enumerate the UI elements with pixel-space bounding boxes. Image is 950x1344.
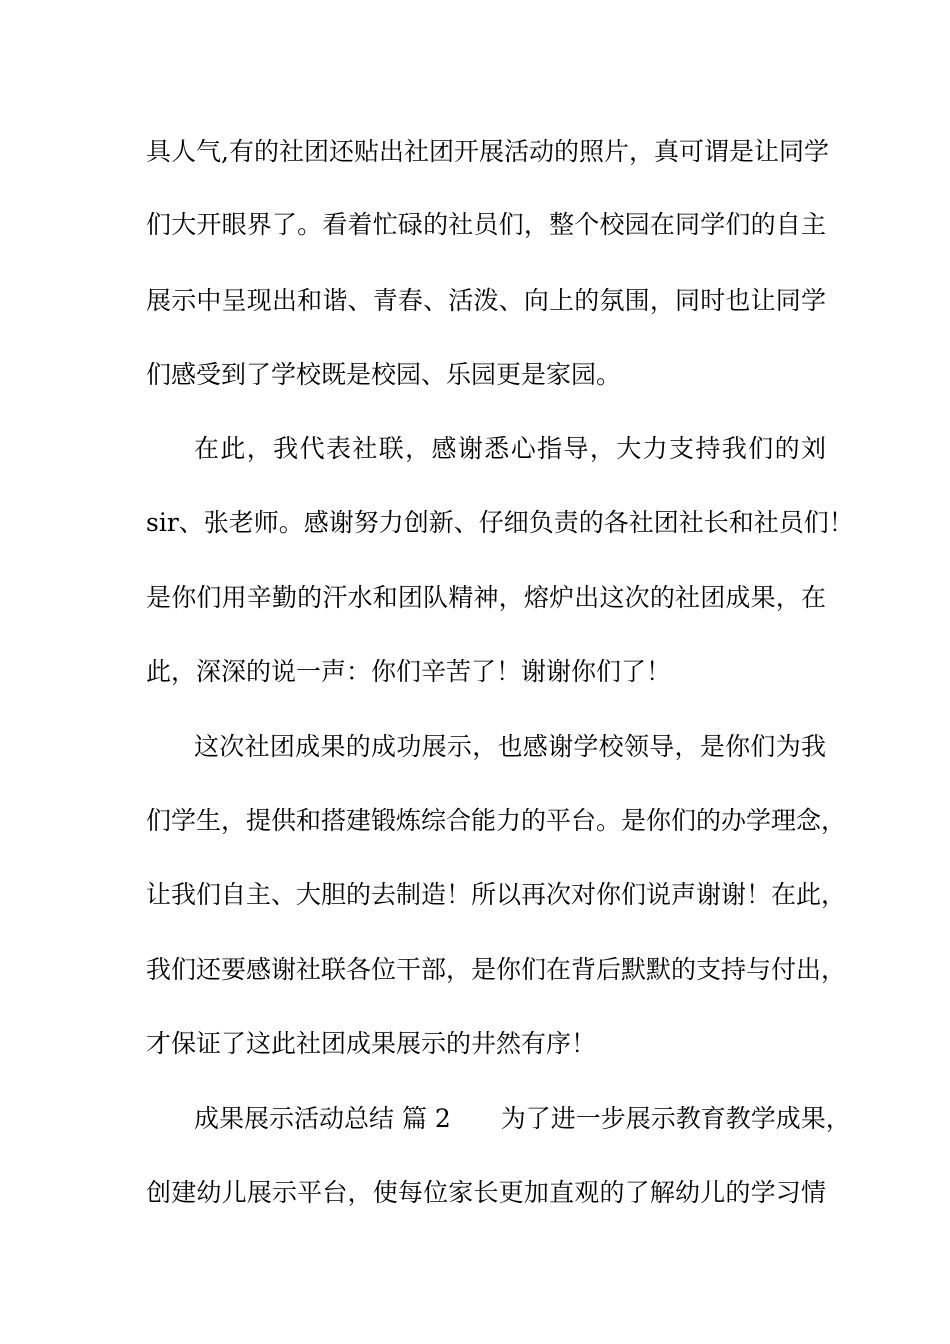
text-line: 展示中呈现出和谐、青春、活泼、向上的氛围，同时也让同学	[146, 286, 826, 315]
text-line: 们学生，提供和搭建锻炼综合能力的平台。是你们的办学理念，	[146, 806, 847, 835]
text-line: sir、张老师。感谢努力创新、仔细负责的各社团社长和社员们！	[146, 508, 854, 537]
text-line: 具人气,有的社团还贴出社团开展活动的照片，真可谓是让同学	[146, 137, 829, 166]
text-line: 在此，我代表社联，感谢悉心指导，大力支持我们的刘	[194, 434, 826, 463]
text-line: 我们还要感谢社联各位干部，是你们在背后默默的支持与付出，	[146, 955, 847, 984]
text-line: 是你们用辛勤的汗水和团队精神，熔炉出这次的社团成果，在	[146, 583, 826, 612]
text-line: 们大开眼界了。看着忙碌的社员们，整个校园在同学们的自主	[146, 210, 826, 239]
text-line: 这次社团成果的成功展示，也感谢学校领导，是你们为我	[194, 732, 826, 761]
text-line: 创建幼儿展示平台，使每位家长更加直观的了解幼儿的学习情	[146, 1178, 826, 1207]
section-heading-line: 成果展示活动总结 篇 2 为了进一步展示教育教学成果，	[194, 1104, 851, 1133]
text-line: 此，深深的说一声：你们辛苦了！谢谢你们了！	[146, 657, 672, 686]
text-line: 才保证了这此社团成果展示的井然有序！	[146, 1029, 597, 1058]
text-line: 们感受到了学校既是校园、乐园更是家园。	[146, 360, 622, 389]
text-line: 让我们自主、大胆的去制造！所以再次对你们说声谢谢！在此，	[146, 880, 847, 909]
